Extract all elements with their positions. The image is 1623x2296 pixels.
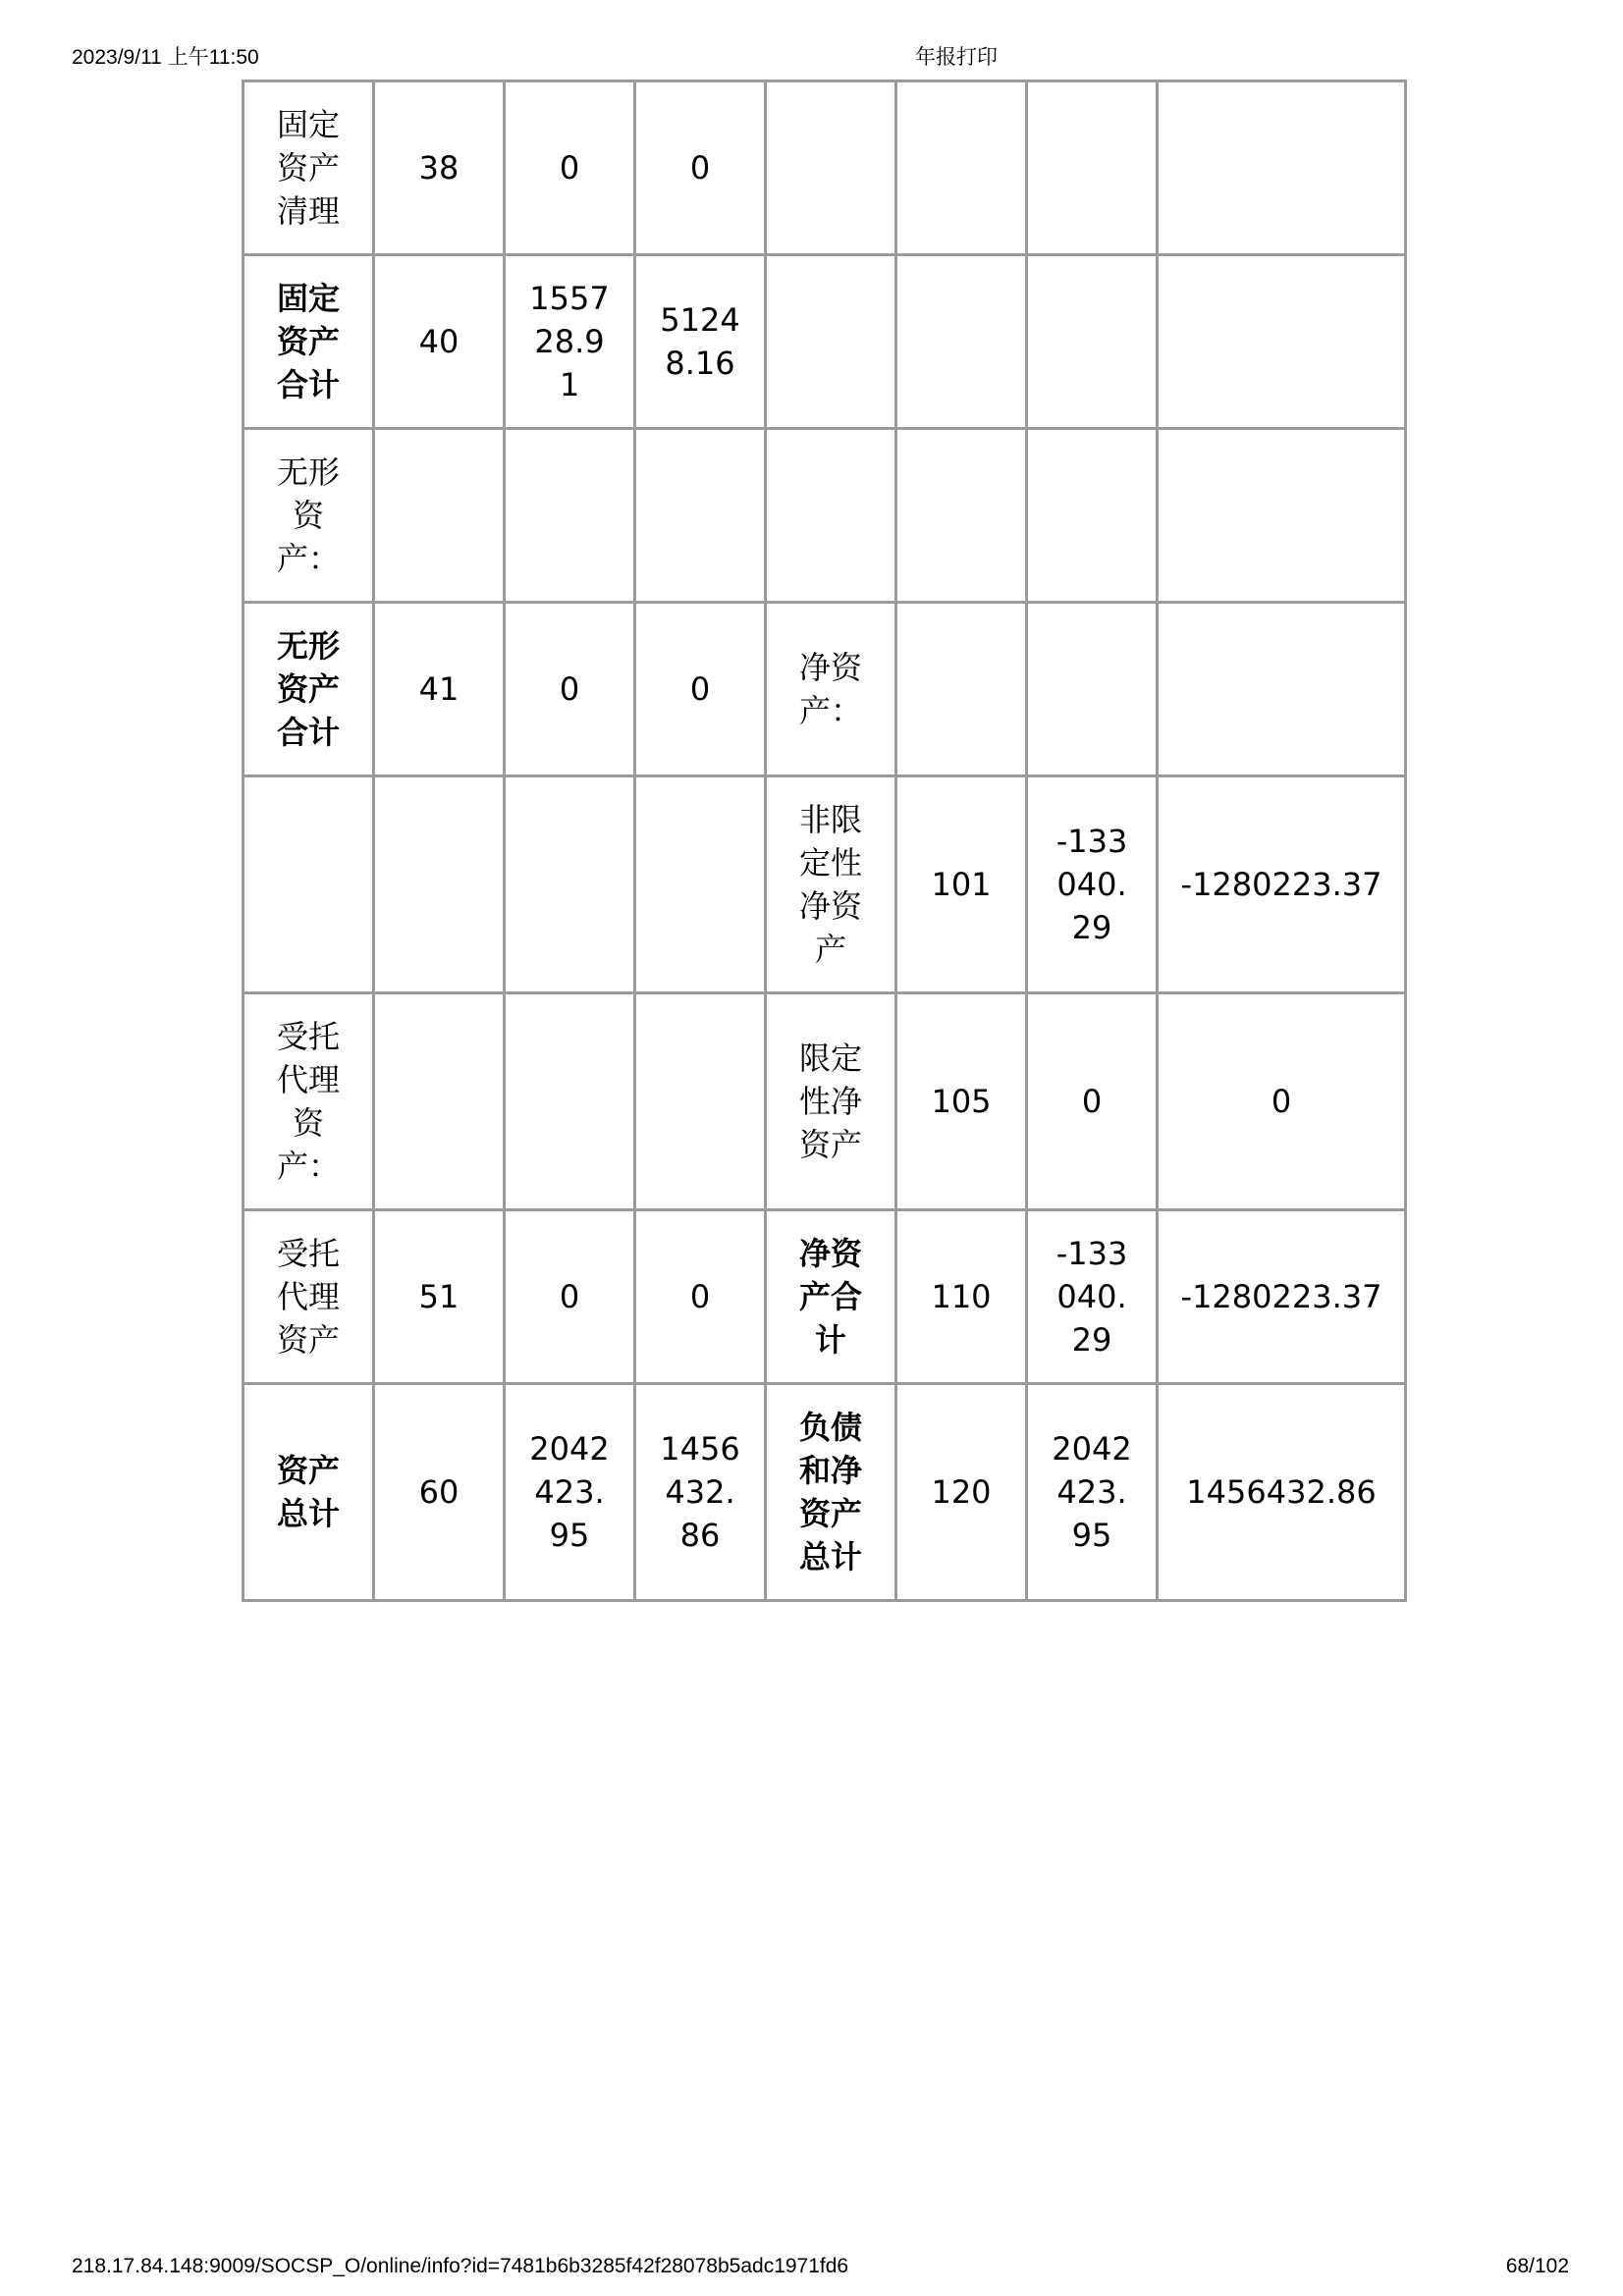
liability-begin-value-cell: -1280223.37 bbox=[1158, 776, 1406, 993]
liability-line-no-cell bbox=[896, 255, 1027, 429]
liability-line-no-cell bbox=[896, 81, 1027, 255]
asset-line-no-cell: 40 bbox=[374, 255, 505, 429]
liability-label-cell: 非限定性净资产 bbox=[766, 776, 896, 993]
asset-begin-value-cell: 1456432.86 bbox=[635, 1384, 766, 1601]
liability-end-value-cell: 2042423.95 bbox=[1027, 1384, 1158, 1601]
liability-label-cell bbox=[766, 255, 896, 429]
asset-begin-value-cell bbox=[635, 776, 766, 993]
liability-begin-value-cell bbox=[1158, 255, 1406, 429]
table-row bbox=[243, 255, 1406, 429]
asset-line-no-cell bbox=[374, 993, 505, 1210]
asset-begin-value-cell bbox=[635, 429, 766, 603]
liability-begin-value-cell bbox=[1158, 603, 1406, 776]
asset-label-cell: 无形资产合计 bbox=[243, 603, 374, 776]
liability-end-value-cell bbox=[1027, 81, 1158, 255]
liability-line-no-cell: 105 bbox=[896, 993, 1027, 1210]
asset-end-value-cell: 2042423.95 bbox=[505, 1384, 635, 1601]
liability-label-cell: 限定性净资产 bbox=[766, 993, 896, 1210]
liability-end-value-cell: -133040.29 bbox=[1027, 1210, 1158, 1384]
liability-end-value-cell bbox=[1027, 429, 1158, 603]
asset-begin-value-cell bbox=[635, 993, 766, 1210]
table-row bbox=[243, 429, 1406, 603]
liability-label-cell: 净资产合计 bbox=[766, 1210, 896, 1384]
asset-begin-value-cell: 0 bbox=[635, 603, 766, 776]
asset-line-no-cell bbox=[374, 429, 505, 603]
asset-label-cell: 无形资产： bbox=[243, 429, 374, 603]
table-row bbox=[243, 776, 1406, 993]
asset-end-value-cell bbox=[505, 776, 635, 993]
asset-label-cell: 受托代理资产 bbox=[243, 1210, 374, 1384]
print-datetime: 2023/9/11 上午11:50 bbox=[72, 46, 259, 69]
asset-end-value-cell: 155728.91 bbox=[505, 255, 635, 429]
liability-line-no-cell bbox=[896, 429, 1027, 603]
table-row bbox=[243, 1210, 1406, 1384]
table-row bbox=[243, 993, 1406, 1210]
liability-line-no-cell: 101 bbox=[896, 776, 1027, 993]
liability-begin-value-cell bbox=[1158, 429, 1406, 603]
asset-label-cell bbox=[243, 776, 374, 993]
asset-begin-value-cell: 0 bbox=[635, 81, 766, 255]
page-title: 年报打印 bbox=[915, 46, 998, 69]
balance-sheet-table bbox=[242, 80, 1407, 1602]
liability-begin-value-cell bbox=[1158, 81, 1406, 255]
table-row bbox=[243, 603, 1406, 776]
liability-begin-value-cell: 0 bbox=[1158, 993, 1406, 1210]
asset-end-value-cell bbox=[505, 993, 635, 1210]
asset-line-no-cell: 60 bbox=[374, 1384, 505, 1601]
asset-line-no-cell bbox=[374, 776, 505, 993]
asset-end-value-cell: 0 bbox=[505, 1210, 635, 1384]
liability-label-cell: 净资产： bbox=[766, 603, 896, 776]
asset-line-no-cell: 51 bbox=[374, 1210, 505, 1384]
table-row bbox=[243, 81, 1406, 255]
liability-line-no-cell: 120 bbox=[896, 1384, 1027, 1601]
asset-end-value-cell: 0 bbox=[505, 603, 635, 776]
liability-begin-value-cell: 1456432.86 bbox=[1158, 1384, 1406, 1601]
asset-line-no-cell: 41 bbox=[374, 603, 505, 776]
liability-end-value-cell: -133040.29 bbox=[1027, 776, 1158, 993]
page-number: 68/102 bbox=[1505, 2255, 1569, 2277]
liability-label-cell: 负债和净资产总计 bbox=[766, 1384, 896, 1601]
liability-begin-value-cell: -1280223.37 bbox=[1158, 1210, 1406, 1384]
asset-begin-value-cell: 51248.16 bbox=[635, 255, 766, 429]
liability-end-value-cell bbox=[1027, 255, 1158, 429]
asset-end-value-cell: 0 bbox=[505, 81, 635, 255]
liability-end-value-cell bbox=[1027, 603, 1158, 776]
asset-line-no-cell: 38 bbox=[374, 81, 505, 255]
asset-label-cell: 受托代理资产： bbox=[243, 993, 374, 1210]
asset-label-cell: 固定资产合计 bbox=[243, 255, 374, 429]
asset-label-cell: 资产总计 bbox=[243, 1384, 374, 1601]
liability-line-no-cell: 110 bbox=[896, 1210, 1027, 1384]
asset-label-cell: 固定资产清理 bbox=[243, 81, 374, 255]
liability-end-value-cell: 0 bbox=[1027, 993, 1158, 1210]
liability-label-cell bbox=[766, 429, 896, 603]
asset-end-value-cell bbox=[505, 429, 635, 603]
page-url: 218.17.84.148:9009/SOCSP_O/online/info?id=7481b6b3285f42f28078b5adc1971fd6 bbox=[72, 2255, 849, 2277]
table-row bbox=[243, 1384, 1406, 1601]
liability-label-cell bbox=[766, 81, 896, 255]
asset-begin-value-cell: 0 bbox=[635, 1210, 766, 1384]
liability-line-no-cell bbox=[896, 603, 1027, 776]
